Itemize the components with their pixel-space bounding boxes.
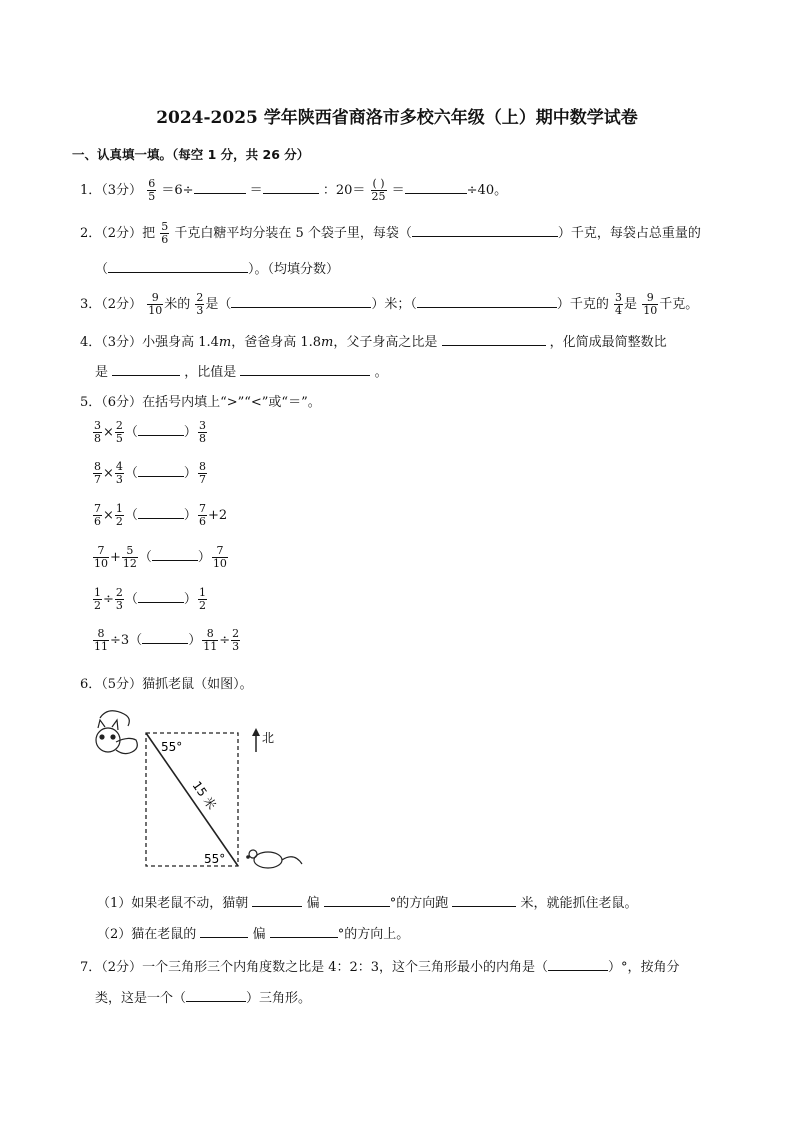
answer-blank[interactable] [138,505,184,519]
question-6-sub1: （1）如果老鼠不动，猫朝 偏 °的方向跑 米，就能抓住老鼠。 [97,893,638,913]
answer-blank[interactable] [194,180,246,194]
question-7: 7．（2分）一个三角形三个内角度数之比是 4：2：3，这个三角形最小的内角是（ ）°，按角分 [80,957,680,977]
answer-blank[interactable] [200,924,248,938]
answer-blank[interactable] [263,180,319,194]
compare-row-6: $\frac{8}{11}$ ÷3（ ） $\frac{8}{11}$ ÷ $\frac{2}{3}$ [94,627,240,653]
section-heading: 一、认真填一填。（每空 1 分，共 26 分） [72,147,310,162]
fraction: $\frac{9}{10}$ [643,291,658,317]
question-6: 6．（5分）猫抓老鼠（如图）。 [80,677,253,692]
answer-blank[interactable] [452,893,516,907]
angle-label-top: 55° [161,740,183,754]
answer-blank[interactable] [108,259,248,273]
answer-blank[interactable] [152,547,198,561]
answer-blank[interactable] [270,924,338,938]
angle-label-bottom: 55° [204,852,226,866]
question-6-sub2: （2）猫在老鼠的 偏 °的方向上。 [97,924,409,944]
north-label: 北 [262,731,275,745]
fraction: $\frac{6}{5}$ [148,177,156,203]
answer-blank[interactable] [412,223,558,237]
question-2-line2: （ ）。（均填分数） [95,259,339,279]
answer-blank[interactable] [324,893,390,907]
fraction: $\frac{( )}{25}$ [371,177,386,203]
question-3: 3．（2分） $\frac{9}{10}$ 米的 $\frac{2}{3}$ 是（ ）米；（ ）千克的 $\frac{3}{4}$ 是 $\frac{9}{10}$ 千克。 [80,291,699,317]
fraction: $\frac{2}{3}$ [196,291,204,317]
cat-mouse-figure [88,700,318,880]
fraction: $\frac{3}{4}$ [615,291,623,317]
score: （3分） [101,183,143,198]
compare-row-2: $\frac{8}{7}$ × $\frac{4}{3}$ （ ） $\frac{8}{7}$ [94,460,206,486]
answer-blank[interactable] [405,180,467,194]
compare-row-4: $\frac{7}{10}$ + $\frac{5}{12}$ （ ） $\frac{7}{10}$ [94,544,227,570]
question-1: 1．（3分） $\frac{6}{5}$ ＝6÷ ＝ ：20＝ $\frac{( )}{25}$ ＝ ÷40。 [80,177,508,203]
answer-blank[interactable] [417,294,557,308]
answer-blank[interactable] [252,893,302,907]
compare-row-5: $\frac{1}{2}$ ÷ $\frac{2}{3}$ （ ） $\frac{1}{2}$ [94,586,206,612]
answer-blank[interactable] [138,463,184,477]
question-4: 4．（3分）小强身高 1.4m，爸爸身高 1.8m，父子身高之比是 ，化简成最简整数比 [80,332,667,352]
question-number: 1． [80,183,102,198]
answer-blank[interactable] [442,332,546,346]
page-title: 2024-2025 学年陕西省商洛市多校六年级（上）期中数学试卷 [156,108,638,128]
cat-illustration [96,711,137,754]
diagonal-path [146,733,238,866]
fraction: $\frac{5}{6}$ [161,220,169,246]
answer-blank[interactable] [138,422,184,436]
question-2: 2．（2分）把 $\frac{5}{6}$ 千克白糖平均分装在 5 个袋子里，每袋（ ）千克，每袋占总重量的 [80,220,701,246]
question-7-line2: 类，这是一个（ ）三角形。 [95,988,311,1008]
question-5: 5．（6分）在括号内填上“>”“<”或“＝”。 [80,395,321,410]
fraction: $\frac{9}{10}$ [148,291,163,317]
mouse-illustration [247,850,302,868]
answer-blank[interactable] [142,630,188,644]
north-arrow-head [252,728,260,736]
answer-blank[interactable] [240,362,370,376]
distance-label: 15 米 [189,778,219,813]
answer-blank[interactable] [112,362,180,376]
answer-blank[interactable] [186,988,246,1002]
question-4-line2: 是 ，比值是 。 [95,362,388,382]
answer-blank[interactable] [231,294,371,308]
answer-blank[interactable] [548,957,608,971]
answer-blank[interactable] [138,589,184,603]
compare-row-3: $\frac{7}{6}$ × $\frac{1}{2}$ （ ） $\frac{7}{6}$ +2 [94,502,228,528]
compare-row-1: $\frac{3}{8}$ × $\frac{2}{5}$ （ ） $\frac{3}{8}$ [94,419,206,445]
